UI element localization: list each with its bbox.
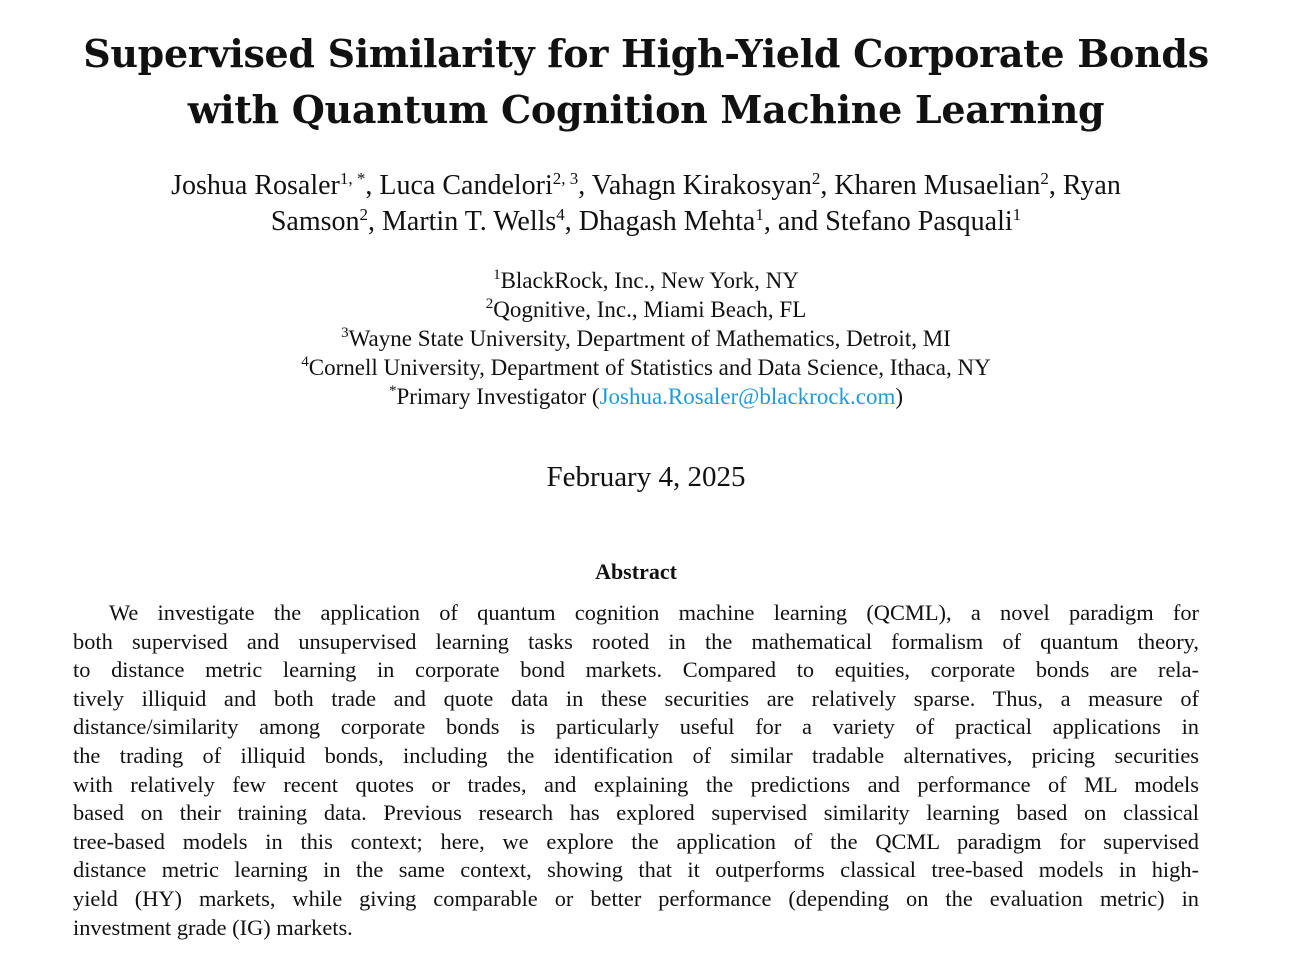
paper-date: February 4, 2025 bbox=[546, 461, 746, 493]
affiliation-4 bbox=[0, 353, 1292, 382]
abstract-line: tively illiquid and both trade and quote data in these securities are relatively sparse. Thus, a measure of bbox=[73, 685, 1199, 711]
email-link[interactable]: Joshua.Rosaler@blackrock.com bbox=[599, 384, 896, 409]
title-line-1: Supervised Similarity for High-Yield Corporate Bonds bbox=[83, 31, 1209, 76]
abstract-line: yield (HY) markets, while giving comparable or better performance (depending on the evaluation metric) in bbox=[73, 885, 1199, 911]
author-affil-mark: 2 bbox=[1040, 169, 1049, 188]
primary-label: Primary Investigator ( bbox=[396, 384, 600, 409]
affiliation-mark: 4 bbox=[301, 354, 309, 370]
author-name: Kharen Musaelian bbox=[834, 170, 1041, 201]
abstract-heading: Abstract bbox=[595, 559, 677, 584]
affiliation-text: BlackRock, Inc., New York, NY bbox=[500, 268, 799, 293]
abstract-line: tree-based models in this context; here, we explore the application of the QCML paradigm for supervised bbox=[73, 828, 1199, 854]
abstract-line: based on their training data. Previous research has explored supervised similarity learning based on classical bbox=[73, 800, 1199, 826]
author-name: Stefano Pasquali bbox=[825, 206, 1013, 237]
author-name: Martin T. Wells bbox=[382, 206, 557, 237]
author-name: Joshua Rosaler bbox=[171, 170, 340, 201]
abstract-line: both supervised and unsupervised learning tasks rooted in the mathematical formalism of quantum theory, bbox=[73, 628, 1199, 654]
author-affil-mark: 4 bbox=[556, 205, 565, 224]
paper-title bbox=[0, 26, 1292, 138]
affiliation-1 bbox=[0, 266, 1292, 295]
primary-investigator bbox=[0, 382, 1292, 411]
primary-mark: * bbox=[388, 383, 397, 399]
author-name-part2: Samson bbox=[270, 206, 360, 237]
affiliation-text: Wayne State University, Department of Mathematics, Detroit, MI bbox=[348, 326, 951, 351]
author-line-1: Joshua Rosaler$^{1, *}$, Luca Candelori$^{2, 3}$, Vahagn Kirakosyan$^2$, Kharen Musaelian$^2$, Ryan bbox=[171, 169, 1121, 201]
author-name-part1: Ryan bbox=[1062, 170, 1121, 201]
title-line-2: with Quantum Cognition Machine Learning bbox=[187, 87, 1105, 132]
author-name: Luca Candelori bbox=[379, 170, 553, 201]
author-affil-mark: 2 bbox=[811, 169, 821, 188]
primary-close: ) bbox=[895, 384, 904, 409]
author-name: Dhagash Mehta bbox=[578, 206, 756, 237]
author-name: Vahagn Kirakosyan bbox=[591, 170, 812, 201]
affiliation-mark: 2 bbox=[485, 296, 494, 312]
affiliation-text: Cornell University, Department of Statistics and Data Science, Ithaca, NY bbox=[308, 355, 991, 380]
abstract-line: distance/similarity among corporate bonds is particularly useful for a variety of practical applications in bbox=[73, 714, 1199, 740]
abstract-body bbox=[73, 599, 1199, 942]
abstract-line: to distance metric learning in corporate bond markets. Compared to equities, corporate bonds are rela- bbox=[73, 657, 1199, 683]
author-affil-mark: 1 bbox=[1012, 205, 1022, 224]
affiliations bbox=[0, 266, 1292, 411]
affiliation-mark: 1 bbox=[493, 267, 501, 283]
abstract-line: with relatively few recent quotes or trades, and explaining the predictions and performance of ML models bbox=[73, 771, 1199, 797]
abstract-line: distance metric learning in the same context, showing that it outperforms classical tree-based models in high- bbox=[73, 857, 1199, 883]
author-affil-mark: 2 bbox=[359, 205, 368, 224]
author-affil-mark: 1, * bbox=[339, 169, 366, 188]
abstract-line: We investigate the application of quantum cognition machine learning (QCML), a novel paradigm for bbox=[109, 600, 1199, 625]
affiliation-mark: 3 bbox=[341, 325, 349, 341]
author-affil-mark: 1 bbox=[755, 205, 764, 224]
author-list bbox=[40, 168, 1252, 240]
affiliation-text: Qognitive, Inc., Miami Beach, FL bbox=[493, 297, 807, 322]
abstract-line: the trading of illiquid bonds, including the identification of similar tradable alternatives, pricing securities bbox=[73, 742, 1199, 768]
abstract-line: investment grade (IG) markets. bbox=[73, 914, 353, 940]
author-line-2: Samson$^2$, Martin T. Wells$^4$, Dhagash Mehta$^1$, and Stefano Pasquali$^1$ bbox=[270, 205, 1022, 237]
affiliation-2 bbox=[0, 295, 1292, 324]
affiliation-3 bbox=[0, 324, 1292, 353]
author-affil-mark: 2, 3 bbox=[552, 169, 579, 188]
